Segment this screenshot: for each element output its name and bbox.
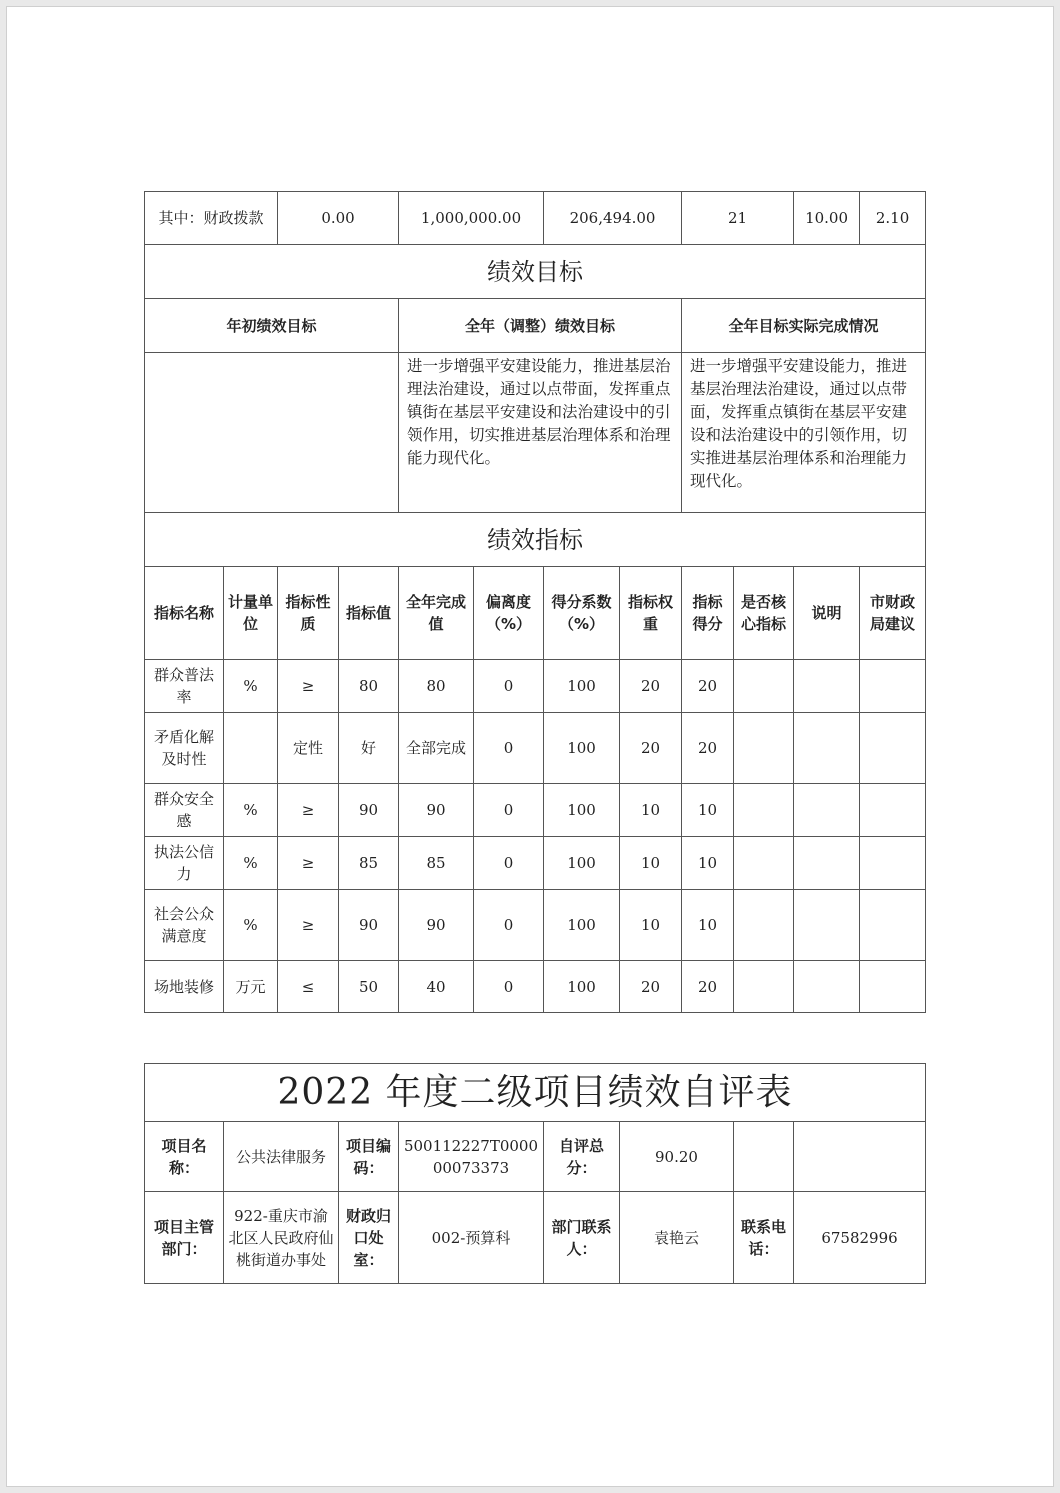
indicator-cell bbox=[860, 784, 926, 837]
indicator-header: 指标值 bbox=[339, 567, 399, 660]
indicator-cell: 20 bbox=[682, 660, 734, 713]
indicator-cell bbox=[794, 837, 860, 890]
indicator-header: 指标名称 bbox=[145, 567, 224, 660]
indicator-cell bbox=[860, 961, 926, 1013]
indicator-cell: 群众安全感 bbox=[145, 784, 224, 837]
indicator-cell: 50 bbox=[339, 961, 399, 1013]
indicator-cell: 0 bbox=[474, 961, 544, 1013]
self-evaluation-score: 90.20 bbox=[620, 1122, 734, 1192]
indicator-cell: 场地装修 bbox=[145, 961, 224, 1013]
funding-row bbox=[145, 192, 926, 245]
project-code-label: 项目编码： bbox=[339, 1122, 399, 1192]
indicator-cell: % bbox=[224, 837, 278, 890]
project-code: 500112227T000000073373 bbox=[399, 1122, 544, 1192]
indicator-cell: 20 bbox=[682, 713, 734, 784]
indicator-cell: 执法公信力 bbox=[145, 837, 224, 890]
indicator-cell: 20 bbox=[620, 713, 682, 784]
indicator-cell: 90 bbox=[399, 890, 474, 961]
empty-cell bbox=[794, 1122, 926, 1192]
indicator-row bbox=[145, 837, 926, 890]
actual-completion: 进一步增强平安建设能力，推进基层治理法治建设，通过以点带面，发挥重点镇街在基层平安建设和法治建设中的引领作用，切实推进基层治理体系和治理能力现代化。 bbox=[682, 353, 926, 513]
indicator-cell: 100 bbox=[544, 713, 620, 784]
indicator-header: 指标性质 bbox=[278, 567, 339, 660]
indicator-header: 计量单位 bbox=[224, 567, 278, 660]
indicator-cell bbox=[794, 660, 860, 713]
indicator-row bbox=[145, 784, 926, 837]
indicator-cell: 0 bbox=[474, 713, 544, 784]
funding-value: 0.00 bbox=[278, 192, 399, 245]
indicator-cell: 0 bbox=[474, 660, 544, 713]
goals-section-title: 绩效目标 bbox=[145, 245, 926, 299]
goals-header: 全年（调整）绩效目标 bbox=[399, 299, 682, 353]
dept: 922-重庆市渝北区人民政府仙桃街道办事处 bbox=[224, 1192, 339, 1284]
indicator-cell bbox=[734, 837, 794, 890]
indicator-cell: 80 bbox=[399, 660, 474, 713]
indicator-cell: ≥ bbox=[278, 837, 339, 890]
indicator-cell: 10 bbox=[682, 784, 734, 837]
indicator-cell: 全部完成 bbox=[399, 713, 474, 784]
indicators-section-title: 绩效指标 bbox=[145, 513, 926, 567]
contact-label: 部门联系人： bbox=[544, 1192, 620, 1284]
indicator-cell: ≤ bbox=[278, 961, 339, 1013]
indicator-cell: 100 bbox=[544, 961, 620, 1013]
contact-person: 袁艳云 bbox=[620, 1192, 734, 1284]
project-name-label: 项目名称： bbox=[145, 1122, 224, 1192]
indicator-cell: 100 bbox=[544, 784, 620, 837]
indicator-cell: 矛盾化解及时性 bbox=[145, 713, 224, 784]
indicator-cell bbox=[734, 713, 794, 784]
indicators-header-row bbox=[145, 567, 926, 660]
indicator-cell: 90 bbox=[339, 784, 399, 837]
indicator-cell bbox=[860, 713, 926, 784]
phone-label: 联系电话： bbox=[734, 1192, 794, 1284]
indicator-cell: 80 bbox=[339, 660, 399, 713]
indicator-header: 是否核心指标 bbox=[734, 567, 794, 660]
indicator-header: 全年完成值 bbox=[399, 567, 474, 660]
indicator-cell: 40 bbox=[399, 961, 474, 1013]
indicator-cell: 万元 bbox=[224, 961, 278, 1013]
indicator-cell: 100 bbox=[544, 837, 620, 890]
indicator-cell bbox=[734, 660, 794, 713]
indicator-cell: 10 bbox=[620, 890, 682, 961]
goals-header-row bbox=[145, 299, 926, 353]
indicator-cell bbox=[794, 890, 860, 961]
form-row bbox=[145, 1122, 926, 1192]
indicator-row bbox=[145, 660, 926, 713]
indicator-cell bbox=[794, 784, 860, 837]
indicator-row bbox=[145, 713, 926, 784]
indicator-cell: 90 bbox=[399, 784, 474, 837]
indicator-cell: 好 bbox=[339, 713, 399, 784]
indicator-header: 得分系数（%） bbox=[544, 567, 620, 660]
funding-value: 206,494.00 bbox=[544, 192, 682, 245]
indicator-cell: 85 bbox=[339, 837, 399, 890]
indicator-cell: 100 bbox=[544, 660, 620, 713]
adjusted-goal: 进一步增强平安建设能力，推进基层治理法治建设，通过以点带面，发挥重点镇街在基层平安建设和法治建设中的引领作用，切实推进基层治理体系和治理能力现代化。 bbox=[399, 353, 682, 513]
indicator-cell: % bbox=[224, 890, 278, 961]
indicator-cell: ≥ bbox=[278, 660, 339, 713]
phone-number: 67582996 bbox=[794, 1192, 926, 1284]
indicator-cell bbox=[860, 837, 926, 890]
funding-value: 1,000,000.00 bbox=[399, 192, 544, 245]
indicator-cell: 10 bbox=[682, 837, 734, 890]
goals-header: 年初绩效目标 bbox=[145, 299, 399, 353]
indicator-cell: ≥ bbox=[278, 784, 339, 837]
indicator-cell: 20 bbox=[682, 961, 734, 1013]
indicator-cell: 10 bbox=[682, 890, 734, 961]
indicator-cell: 90 bbox=[339, 890, 399, 961]
indicator-cell: % bbox=[224, 784, 278, 837]
initial-goal bbox=[145, 353, 399, 513]
goals-content-row bbox=[145, 353, 926, 513]
indicator-cell: 10 bbox=[620, 837, 682, 890]
finance-office: 002-预算科 bbox=[399, 1192, 544, 1284]
indicator-cell: 100 bbox=[544, 890, 620, 961]
indicator-cell: 85 bbox=[399, 837, 474, 890]
dept-label: 项目主管部门： bbox=[145, 1192, 224, 1284]
indicator-row bbox=[145, 890, 926, 961]
indicator-header: 指标得分 bbox=[682, 567, 734, 660]
indicator-cell bbox=[794, 713, 860, 784]
indicator-cell: 0 bbox=[474, 837, 544, 890]
indicator-cell bbox=[734, 961, 794, 1013]
form-title: 2022 年度二级项目绩效自评表 bbox=[145, 1064, 926, 1122]
indicator-cell bbox=[860, 660, 926, 713]
indicator-cell: 社会公众满意度 bbox=[145, 890, 224, 961]
empty-cell bbox=[734, 1122, 794, 1192]
indicator-row bbox=[145, 961, 926, 1013]
indicator-cell: 20 bbox=[620, 660, 682, 713]
indicator-cell: ≥ bbox=[278, 890, 339, 961]
form-row bbox=[145, 1192, 926, 1284]
goals-header: 全年目标实际完成情况 bbox=[682, 299, 926, 353]
indicator-header: 说明 bbox=[794, 567, 860, 660]
indicator-cell bbox=[794, 961, 860, 1013]
funding-value: 21 bbox=[682, 192, 794, 245]
indicator-cell: 0 bbox=[474, 890, 544, 961]
indicator-cell: 0 bbox=[474, 784, 544, 837]
indicator-cell bbox=[860, 890, 926, 961]
project-name: 公共法律服务 bbox=[224, 1122, 339, 1192]
funding-label: 其中：财政拨款 bbox=[145, 192, 278, 245]
funding-value: 10.00 bbox=[794, 192, 860, 245]
indicator-header: 市财政局建议 bbox=[860, 567, 926, 660]
performance-table bbox=[144, 191, 926, 1013]
self-evaluation-form bbox=[144, 1063, 926, 1284]
indicator-cell: % bbox=[224, 660, 278, 713]
indicator-cell bbox=[734, 890, 794, 961]
score-label: 自评总分： bbox=[544, 1122, 620, 1192]
indicator-cell: 群众普法率 bbox=[145, 660, 224, 713]
indicator-cell bbox=[734, 784, 794, 837]
indicator-header: 偏离度（%） bbox=[474, 567, 544, 660]
indicator-cell: 20 bbox=[620, 961, 682, 1013]
finance-office-label: 财政归口处室： bbox=[339, 1192, 399, 1284]
indicator-cell bbox=[224, 713, 278, 784]
indicator-cell: 定性 bbox=[278, 713, 339, 784]
funding-value: 2.10 bbox=[860, 192, 926, 245]
indicator-cell: 10 bbox=[620, 784, 682, 837]
indicator-header: 指标权重 bbox=[620, 567, 682, 660]
